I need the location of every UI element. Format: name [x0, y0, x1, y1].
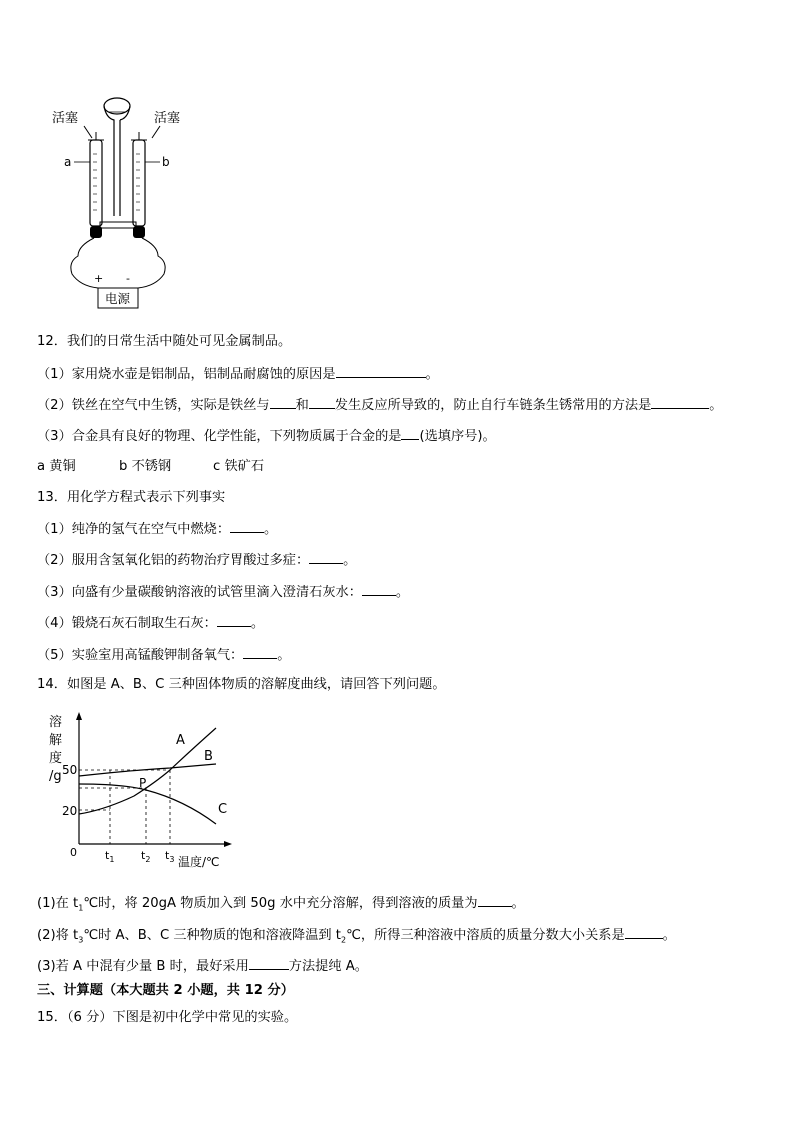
q12-blank-4[interactable]	[651, 396, 709, 409]
series-b-label: B	[204, 749, 213, 764]
x-axis-arrow	[224, 841, 232, 847]
option-a: a 黄铜	[37, 459, 76, 474]
q14-stem: 14．如图是 A、B、C 三种固体物质的溶解度曲线，请回答下列问题。	[37, 677, 446, 692]
plus-sign: +	[94, 272, 104, 285]
minus-sign: -	[126, 272, 130, 285]
electrolysis-apparatus-figure	[48, 96, 198, 314]
q13-part3: （3）向盛有少量碳酸钠溶液的试管里滴入澄清石灰水： 。	[37, 585, 410, 600]
curve-a	[79, 728, 216, 814]
q14-blank-3[interactable]	[249, 957, 289, 970]
right-stopcock-label: 活塞	[154, 111, 181, 126]
solubility-curve-chart	[44, 708, 244, 870]
q13-blank-2[interactable]	[309, 551, 343, 564]
y-axis-label-1: 溶	[49, 715, 63, 730]
series-c-label: C	[218, 802, 228, 817]
q15-stem: 15．（6 分）下图是初中化学中常见的实验。	[37, 1010, 298, 1025]
q14-part3: (3)若 A 中混有少量 B 时，最好采用 方法提纯 A。	[37, 959, 368, 974]
option-b: b 不锈钢	[119, 459, 172, 474]
q12-options	[37, 458, 264, 476]
x-axis-label: 温度/℃	[178, 855, 220, 869]
q13-blank-5[interactable]	[243, 646, 277, 659]
q13-part2: （2）服用含氢氧化铝的药物治疗胃酸过多症： 。	[37, 553, 357, 568]
q12-stem: 12．我们的日常生活中随处可见金属制品。	[37, 334, 292, 349]
section-3-heading: 三、计算题（本大题共 2 小题，共 12 分）	[37, 983, 294, 998]
option-c: c 铁矿石	[213, 459, 265, 474]
x-tick-t3: $t_3$	[165, 849, 175, 864]
x-tick-t1: $t_1$	[105, 849, 115, 864]
y-tick-20: 20	[62, 804, 78, 818]
y-tick-50: 50	[62, 763, 78, 777]
series-a-label: A	[176, 733, 185, 748]
q12-part1: （1）家用烧水壶是铝制品，铝制品耐腐蚀的原因是 。	[37, 367, 439, 382]
q13-part1: （1）纯净的氢气在空气中燃烧： 。	[37, 522, 278, 537]
q12-blank-1[interactable]	[336, 365, 426, 378]
left-stopcock-label: 活塞	[52, 111, 79, 126]
x-tick-t2: $t_2$	[141, 849, 151, 864]
tube-a-label: a	[64, 155, 72, 169]
q13-blank-3[interactable]	[362, 583, 396, 596]
y-axis-label-4: /g	[49, 769, 62, 784]
q13-part4: （4）锻烧石灰石制取生石灰： 。	[37, 616, 265, 631]
q13-stem: 13．用化学方程式表示下列事实	[37, 490, 226, 505]
q12-blank-3[interactable]	[309, 396, 335, 409]
point-p-label: P	[139, 776, 147, 790]
q13-part5: （5）实验室用高锰酸钾制备氧气： 。	[37, 648, 291, 663]
q12-blank-5[interactable]	[401, 427, 419, 440]
q13-blank-1[interactable]	[230, 520, 264, 533]
curve-c	[79, 784, 216, 824]
y-axis-arrow	[76, 712, 82, 720]
q12-part2: （2）铁丝在空气中生锈，实际是铁丝与 和 发生反应所导致的，防止自行车链条生锈常用的方法是 。	[37, 398, 723, 413]
power-supply-label: 电源	[105, 291, 131, 306]
origin-label: 0	[70, 846, 77, 859]
q14-blank-1[interactable]	[478, 894, 512, 907]
tube-b-label: b	[162, 155, 170, 169]
q12-part3: （3）合金具有良好的物理、化学性能，下列物质属于合金的是 (选填序号)。	[37, 429, 496, 444]
q12-blank-2[interactable]	[270, 396, 296, 409]
q14-blank-2[interactable]	[625, 926, 663, 939]
q13-blank-4[interactable]	[217, 614, 251, 627]
y-axis-label-2: 解	[49, 733, 63, 748]
q14-part1: (1)在 $t_1℃$时，将 20gA 物质加入到 50g 水中充分溶解，得到溶液的质量为 。	[37, 896, 525, 913]
y-axis-label-3: 度	[49, 751, 63, 766]
q14-part2: (2)将 $t_3℃$时 A、B、C 三种物质的饱和溶液降温到 $t_2℃$，所得三种溶液中溶质的质量分数大小关系是 。	[37, 928, 676, 945]
